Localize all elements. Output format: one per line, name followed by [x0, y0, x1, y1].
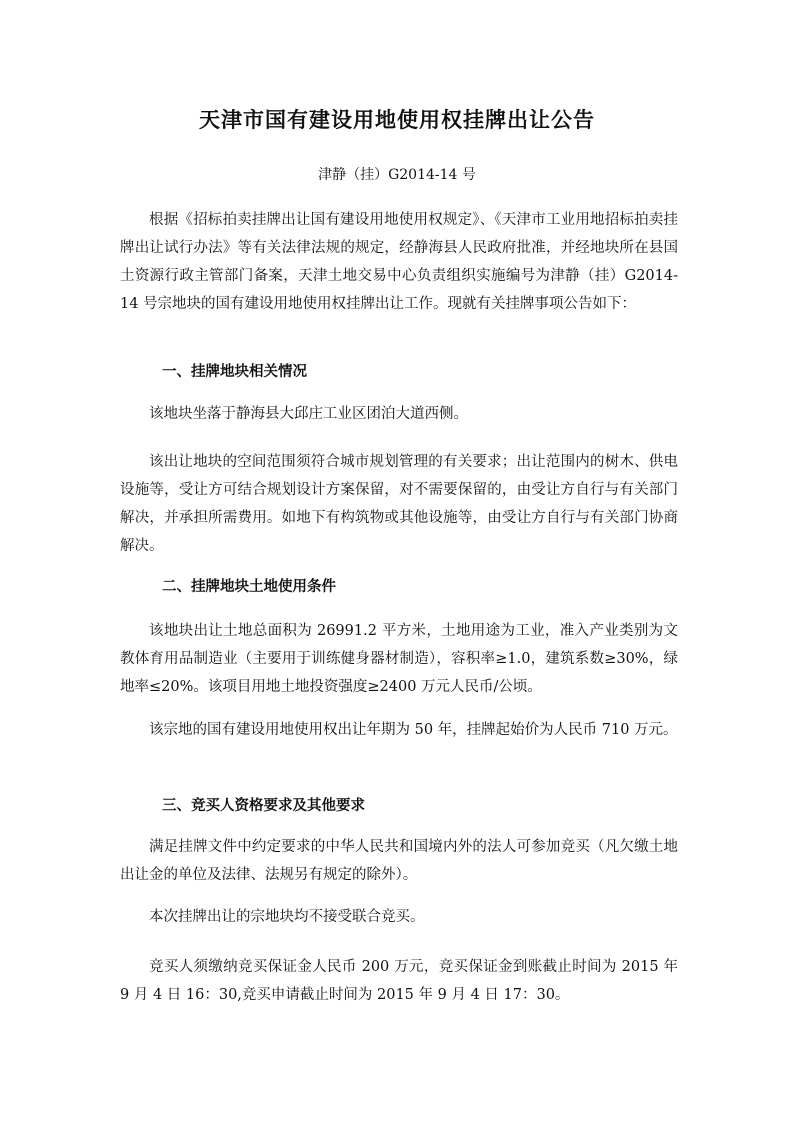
intro-paragraph: 根据《招标拍卖挂牌出让国有建设用地使用权规定》、《天津市工业用地招标拍卖挂牌出让试行办法》等有关法律法规的规定，经静海县人民政府批准，并经地块所在县国土资源行政主管部门备案，天津土地交易中心负责组织实施编号为津静（挂）G2014-14 号宗地块的国有建设用地使用权挂牌出让工作。现就有关挂牌事项公告如下：	[120, 212, 678, 312]
section-3-paragraph-1: 满足挂牌文件中约定要求的中华人民共和国境内外的法人可参加竞买（凡欠缴土地出让金的单位及法律、法规另有规定的除外）。	[120, 839, 678, 883]
section-1-paragraph-2: 该出让地块的空间范围须符合城市规划管理的有关要求；出让范围内的树木、供电设施等，受让方可结合规划设计方案保留，对不需要保留的，由受让方自行与有关部门解决，并承担所需费用。如地下有构筑物或其他设施等，由受让方自行与有关部门协商解决。	[120, 454, 678, 554]
section-3-paragraph-2: 本次挂牌出让的宗地块均不接受联合竞买。	[149, 909, 425, 925]
document-title: 天津市国有建设用地使用权挂牌出让公告	[199, 108, 595, 132]
section-3-heading: 三、竞买人资格要求及其他要求	[162, 798, 365, 814]
section-1-heading: 一、挂牌地块相关情况	[162, 364, 307, 380]
document-number: 津静（挂）G2014-14 号	[318, 167, 476, 183]
section-2-paragraph-1: 该地块出让土地总面积为 26991.2 平方米，土地用途为工业，准入产业类别为文教体育用品制造业（主要用于训练健身器材制造），容积率≥1.0，建筑系数≥30%，绿地率≤20%。该项目用地土地投资强度≥2400 万元人民币/公顷。	[120, 623, 678, 695]
section-1-paragraph-1: 该地块坐落于静海县大邱庄工业区团泊大道西侧。	[149, 406, 468, 422]
section-2-heading: 二、挂牌地块土地使用条件	[162, 579, 336, 595]
section-3-paragraph-3: 竞买人须缴纳竞买保证金人民币 200 万元，竞买保证金到账截止时间为 2015 年 9 月 4 日 16：30,竞买申请截止时间为 2015 年 9 月 4 日 17：30。	[120, 959, 678, 1003]
section-2-paragraph-2: 该宗地的国有建设用地使用权出让年期为 50 年，挂牌起始价为人民币 710 万元。	[149, 722, 678, 738]
